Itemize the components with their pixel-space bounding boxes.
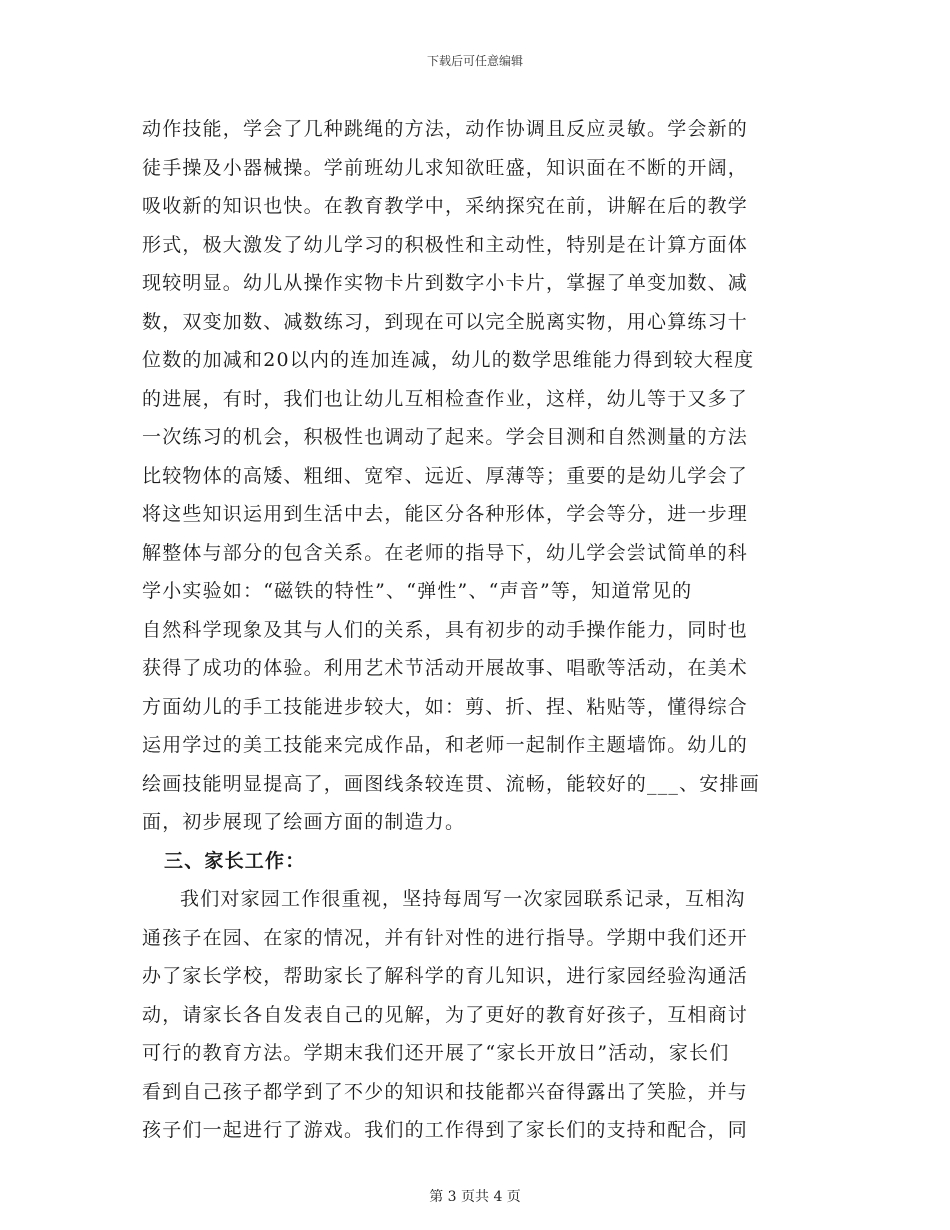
paragraph-line: 数，双变加数、减数练习，到现在可以完全脱离实物，用心算练习十 (142, 310, 749, 333)
paragraph-line: 办了家长学校，帮助家长了解科学的育儿知识，进行家园经验沟通活 (142, 965, 749, 987)
paragraph-line: 徒手操及小器械操。学前班幼儿求知欲旺盛，知识面在不断的开阔， (142, 156, 749, 179)
paragraph-line: 现较明显。幼儿从操作实物卡片到数字小卡片，掌握了单变加数、减 (142, 272, 749, 294)
paragraph-line: 学小实验如：“磁铁的特性”、“弹性”、“声音”等，知道常见的 (142, 580, 693, 602)
paragraph-line: 动，请家长各自发表自己的见解，为了更好的教育好孩子，互相商讨 (142, 1003, 749, 1026)
page-footer: 第 3 页共 4 页 (429, 1189, 521, 1205)
paragraph-line: 形式，极大激发了幼儿学习的积极性和主动性，特别是在计算方面体 (142, 233, 749, 256)
paragraph-line: 比较物体的高矮、粗细、宽窄、远近、厚薄等；重要的是幼儿学会了 (142, 464, 749, 487)
paragraph-line: 的进展，有时，我们也让幼儿互相检查作业，这样，幼儿等于又多了 (142, 387, 749, 410)
paragraph-line: 一次练习的机会，积极性也调动了起来。学会目测和自然测量的方法 (142, 426, 749, 448)
paragraph-line: 动作技能，学会了几种跳绳的方法，动作协调且反应灵敏。学会新的 (142, 118, 749, 140)
paragraph-line: 可行的教育方法。学期末我们还开展了“家长开放日”活动，家长们 (142, 1042, 730, 1064)
document-body (142, 110, 810, 1150)
paragraph-line: 通孩子在园、在家的情况，并有针对性的进行指导。学期中我们还开 (142, 926, 749, 949)
paragraph-line: 位数的加减和20以内的连加连减，幼儿的数学思维能力得到较大程度 (142, 349, 755, 371)
paragraph-line: 将这些知识运用到生活中去，能区分各种形体，学会等分，进一步理 (142, 503, 749, 525)
section-heading: 三、家长工作： (164, 849, 306, 872)
paragraph-line: 看到自己孩子都学到了不少的知识和技能都兴奋得露出了笑脸，并与 (142, 1080, 749, 1103)
paragraph-line: 解整体与部分的包含关系。在老师的指导下，幼儿学会尝试简单的科 (142, 541, 749, 564)
paragraph-line: 方面幼儿的手工技能进步较大，如：剪、折、捏、粘贴等，懂得综合 (142, 695, 749, 718)
paragraph-line: 绘画技能明显提高了，画图线条较连贯、流畅，能较好的___、安排画 (142, 772, 760, 795)
paragraph-line: 运用学过的美工技能来完成作品，和老师一起制作主题墙饰。幼儿的 (142, 734, 749, 756)
paragraph-line: 获得了成功的体验。利用艺术节活动开展故事、唱歌等活动，在美术 (142, 657, 749, 679)
paragraph-line: 自然科学现象及其与人们的关系，具有初步的动手操作能力，同时也 (142, 618, 749, 641)
paragraph-line: 我们对家园工作很重视，坚持每周写一次家园联系记录，互相沟 (180, 888, 746, 910)
paragraph-line: 孩子们一起进行了游戏。我们的工作得到了家长们的支持和配合，同 (142, 1119, 749, 1141)
page-header: 下载后可任意编辑 (426, 54, 523, 68)
paragraph-line: 面，初步展现了绘画方面的制造力。 (142, 811, 466, 833)
paragraph-line: 吸收新的知识也快。在教育教学中，采纳探究在前，讲解在后的教学 (142, 195, 749, 217)
